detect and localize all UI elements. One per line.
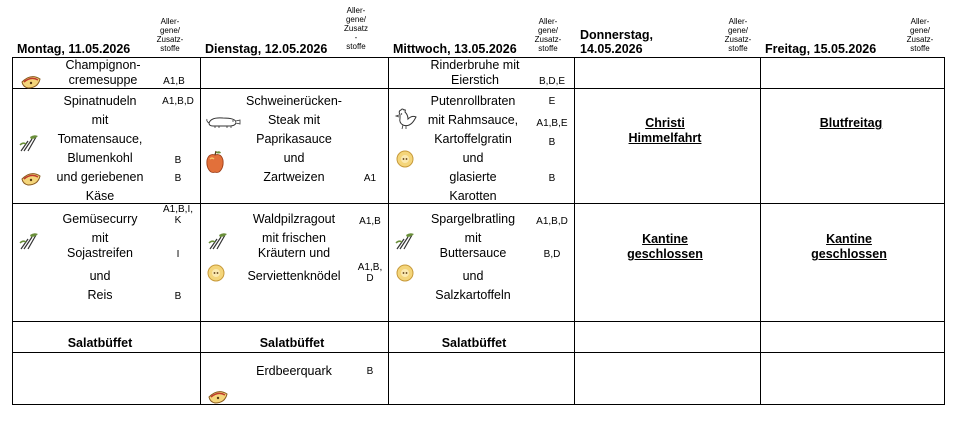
wed-bratling-allergen-3: B,D (543, 249, 561, 260)
tue-salad-label: Salatbüffet (259, 336, 325, 350)
day-header-tuesday: Dienstag, 12.05.2026 (205, 42, 328, 56)
wed-main-line-6: Karotten (449, 189, 497, 203)
apple-slice-icon (20, 73, 42, 94)
tue-ragout-allergen-1: A1,B (359, 216, 381, 227)
mon-curry-allergen-3: I (176, 249, 180, 260)
thu-closed-label: Kantine geschlossen (627, 232, 703, 261)
wed-bratling-line-4: und (462, 269, 484, 283)
day-header-monday: Montag, 11.05.2026 (17, 42, 131, 56)
mon-salad-label: Salatbüffet (67, 336, 133, 350)
vegetable-icon (394, 231, 416, 256)
tue-main-allergen-5: A1 (363, 173, 377, 184)
mon-curry-line-2: mit (91, 231, 109, 245)
fri-holiday-label: Blutfreitag (819, 116, 883, 130)
mon-main-allergen-1: A1,B,D (162, 96, 194, 107)
apple-slice-icon (394, 150, 416, 173)
tue-main-line-1: Schweinerücken- (246, 94, 342, 108)
wed-main-line-5: glasierte (449, 170, 497, 184)
mon-main-line-5: und geriebenen (56, 170, 144, 184)
apple-slice-icon (394, 264, 416, 287)
tue-dessert-allergens: B (366, 366, 374, 377)
apple-slice-icon (205, 264, 227, 287)
wed-soup-name: Rinderbruhe mit Eierstich (430, 58, 520, 87)
mon-main-line-2: mit (91, 113, 109, 127)
allergen-header-thursday: Aller- gene/ Zusatz- stoffe (724, 17, 752, 53)
allergen-header-wednesday: Aller- gene/ Zusatz- stoffe (534, 17, 562, 53)
wed-bratling-line-3: Buttersauce (439, 246, 507, 260)
allergen-header-tuesday: Aller- gene/ Zusatz - stoffe (343, 6, 368, 51)
wed-bratling-line-2: mit (464, 231, 482, 245)
wed-main-allergen-5: B (548, 173, 556, 184)
wed-main-line-2: mit Rahmsauce, (427, 113, 519, 127)
tue-main-line-4: und (283, 151, 305, 165)
apple-slice-icon (207, 388, 229, 409)
thu-holiday-label: Christi Himmelfahrt (628, 116, 702, 145)
day-header-wednesday: Mittwoch, 13.05.2026 (393, 42, 517, 56)
wed-main-allergen-1: E (548, 96, 556, 107)
mon-main-allergen-5: B (174, 173, 182, 184)
apple-slice-icon (20, 170, 42, 191)
vegetable-icon (18, 133, 40, 158)
wed-main-line-4: und (462, 151, 484, 165)
tue-ragout-line-1: Waldpilzragout (252, 212, 336, 226)
wed-bratling-line-5: Salzkartoffeln (435, 288, 511, 302)
mon-curry-allergen-5: B (174, 291, 182, 302)
tue-main-line-5: Zartweizen (263, 170, 325, 184)
mon-main-line-6: Käse (85, 189, 115, 203)
tue-dessert-name: Erdbeerquark (256, 364, 332, 378)
allergen-header-monday: Aller- gene/ Zusatz- stoffe (156, 17, 184, 53)
mon-main-line-1: Spinatnudeln (63, 94, 137, 108)
mon-curry-line-4: und (89, 269, 111, 283)
mon-curry-line-1: Gemüsecurry (62, 212, 138, 226)
tue-main-line-3: Paprikasauce (256, 132, 332, 146)
wed-main-line-3: Kartoffelgratin (434, 132, 512, 146)
mon-curry-line-5: Reis (87, 288, 113, 302)
tue-main-line-2: Steak mit (267, 113, 321, 127)
apple-icon (205, 150, 225, 179)
wed-bratling-line-1: Spargelbratling (430, 212, 516, 226)
mon-main-line-4: Blumenkohl (67, 151, 133, 165)
mon-curry-line-3: Sojastreifen (66, 246, 133, 260)
wed-main-line-1: Putenrollbraten (430, 94, 516, 108)
vegetable-icon (207, 231, 229, 256)
mon-soup-allergens: A1,B (163, 76, 185, 87)
day-header-friday: Freitag, 15.05.2026 (765, 42, 877, 56)
tue-ragout-line-3: Serviettenknödel (247, 269, 341, 283)
tue-ragout-allergen-3: A1,B, D (357, 262, 383, 284)
mon-curry-allergen-1: A1,B,I, K (162, 204, 193, 226)
mon-main-line-3: Tomatensauce, (57, 132, 143, 146)
wed-main-allergen-2: A1,B,E (536, 118, 568, 129)
wed-salad-label: Salatbüffet (441, 336, 507, 350)
mon-main-allergen-4: B (174, 155, 182, 166)
wed-bratling-allergen-1: A1,B,D (536, 216, 568, 227)
tue-ragout-line-2: mit frischen Kräutern und (257, 231, 331, 260)
day-header-thursday: Donnerstag, 14.05.2026 (580, 28, 653, 56)
fri-closed-label: Kantine geschlossen (811, 232, 887, 261)
mon-soup-name: Champignon- cremesuppe (65, 58, 141, 87)
wed-soup-allergens: B,D,E (538, 76, 566, 87)
wed-main-allergen-3: B (548, 137, 556, 148)
vegetable-icon (18, 231, 40, 256)
allergen-header-friday: Aller- gene/ Zusatz- stoffe (906, 17, 934, 53)
